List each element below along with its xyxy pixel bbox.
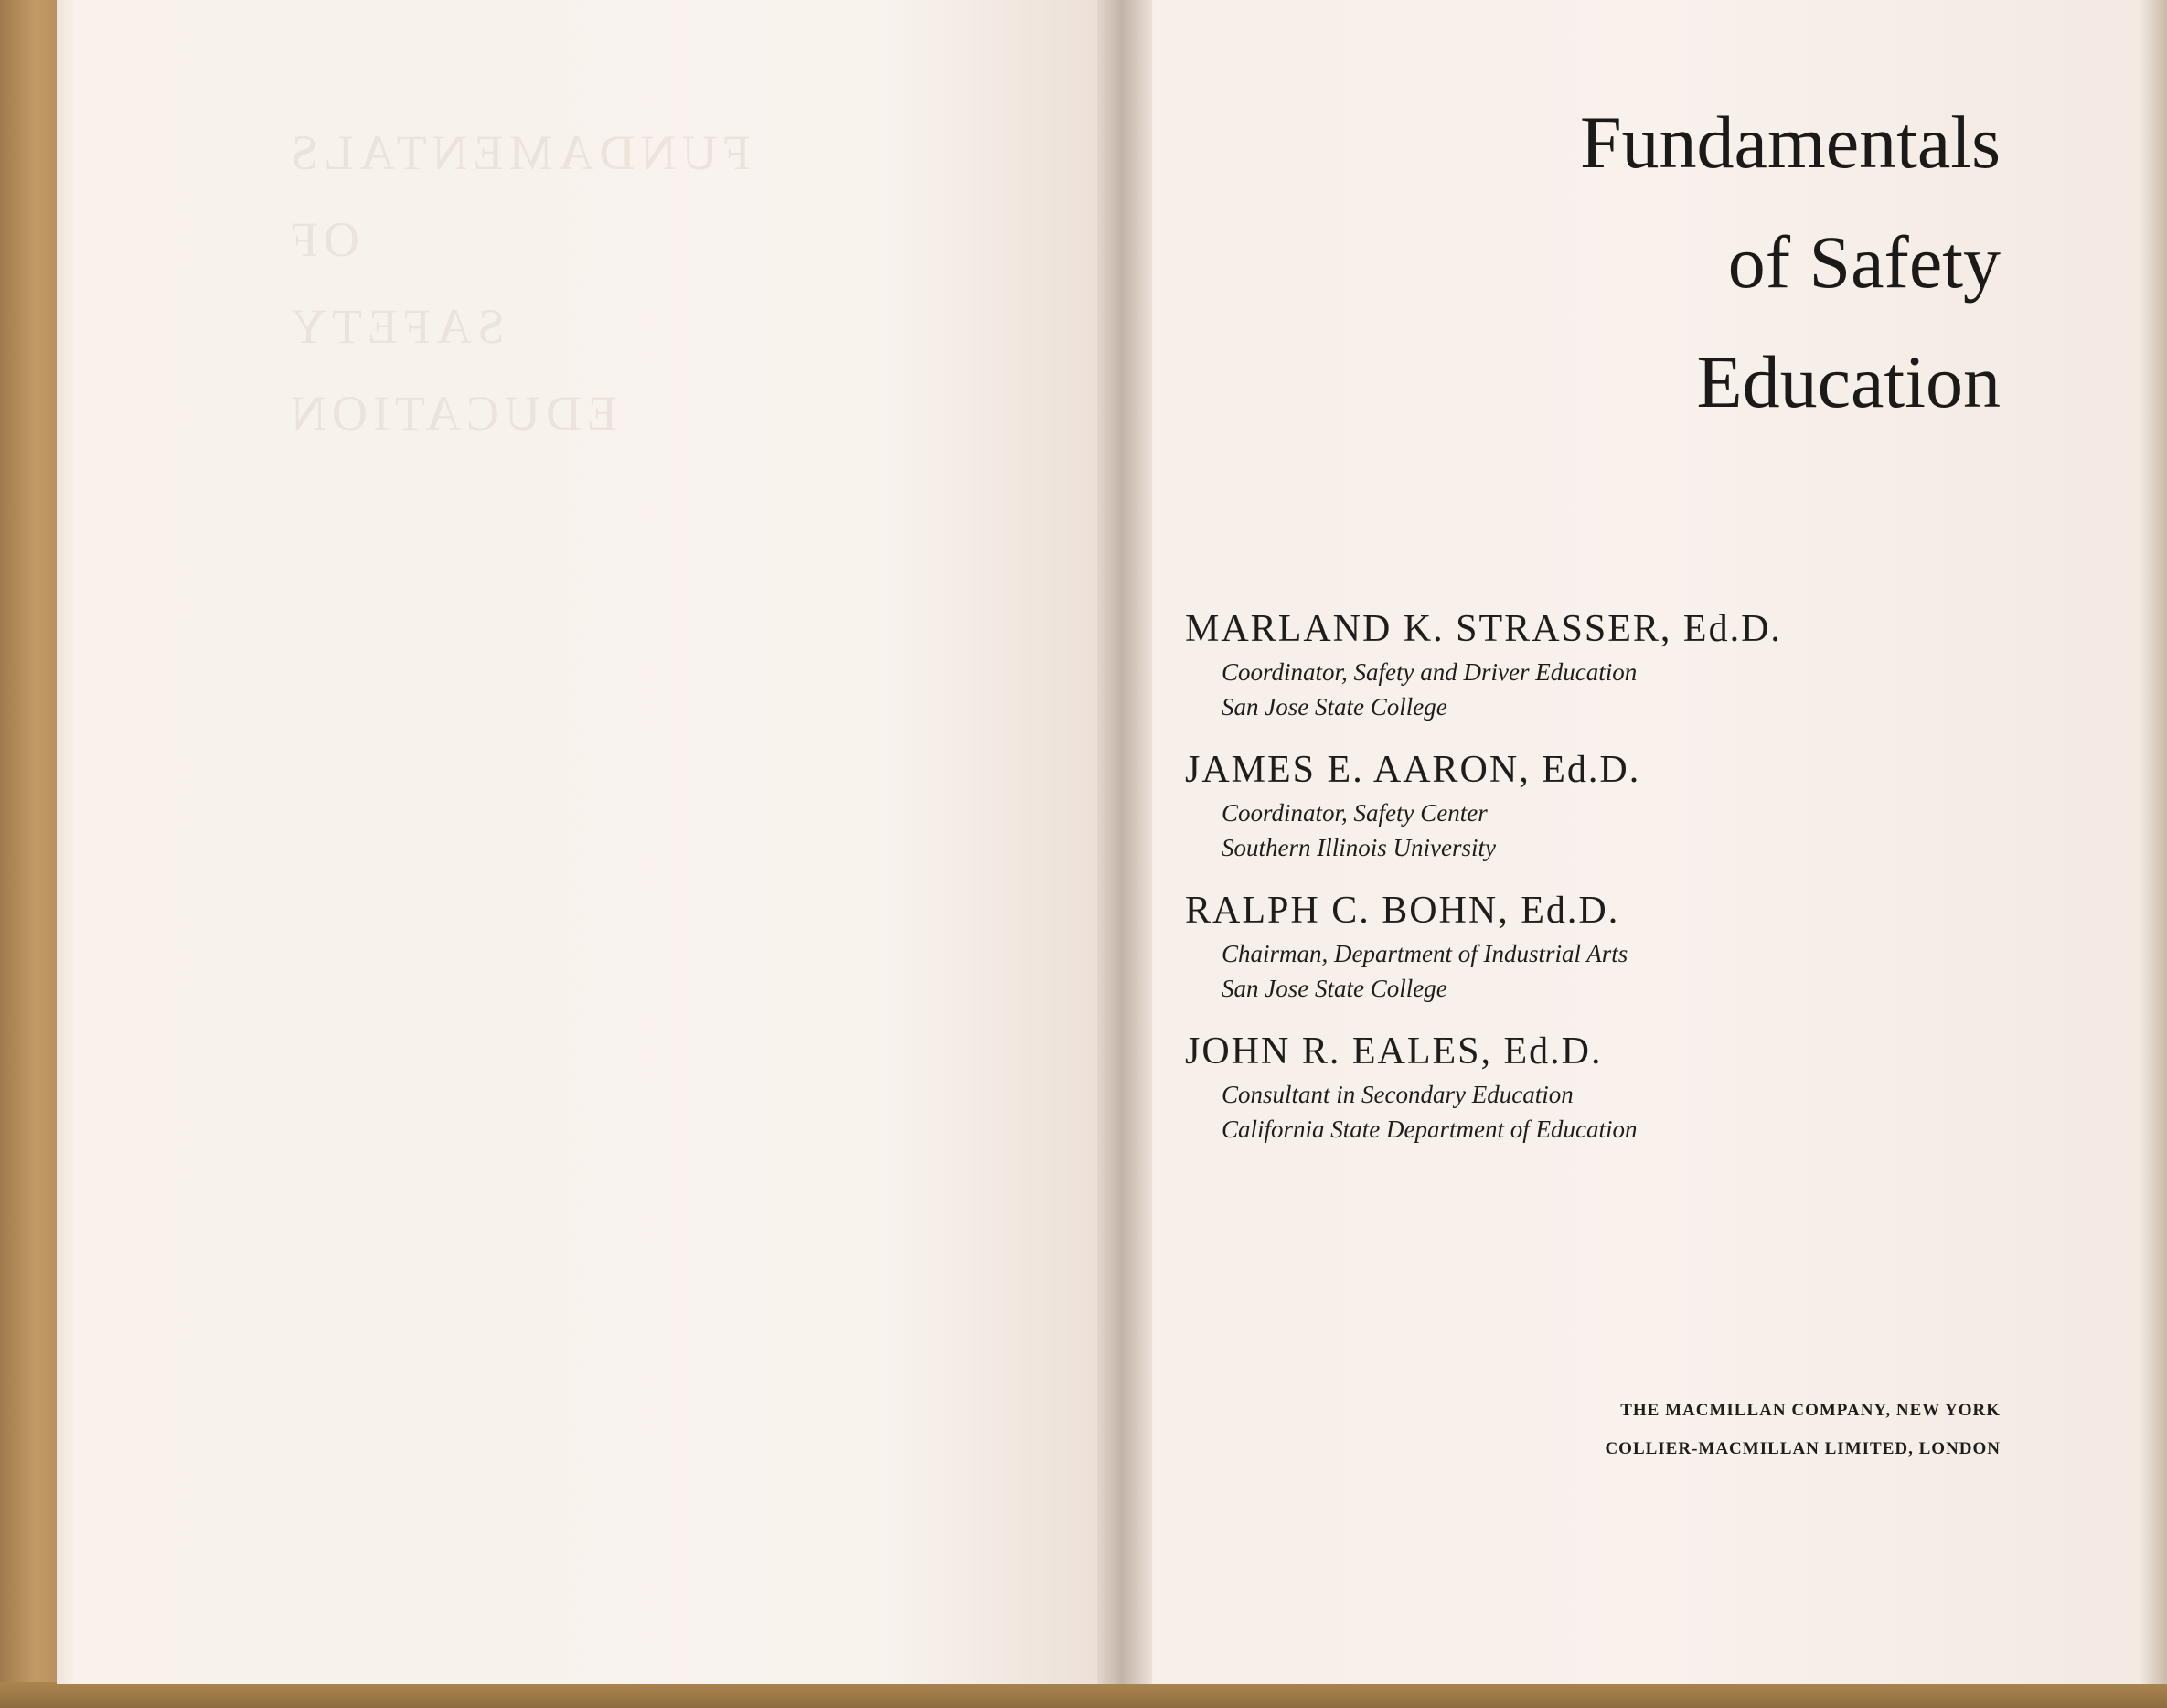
author-entry	[1185, 603, 2008, 724]
author-entry	[1185, 1026, 2008, 1147]
show-through-line-1: FUNDAMENTALS OF	[285, 125, 751, 267]
author-entry	[1185, 885, 2008, 1006]
author-name: MARLAND K. STRASSER, Ed.D.	[1185, 608, 1782, 650]
title-line-1: Fundamentals	[1579, 101, 2001, 184]
author-name: JOHN R. EALES, Ed.D.	[1185, 1030, 1603, 1073]
author-list	[1185, 603, 2008, 1167]
author-role: Chairman, Department of Industrial Arts	[1222, 940, 1628, 967]
author-role: Consultant in Secondary Education	[1222, 1081, 1574, 1108]
show-through-line-2: SAFETY EDUCATION	[285, 299, 617, 441]
author-institution: Southern Illinois University	[1222, 834, 1496, 861]
page-edge-shadow	[2140, 0, 2167, 1684]
book-title	[1361, 82, 2001, 442]
book-gutter	[1097, 0, 1152, 1684]
publisher-imprint	[1361, 1392, 2001, 1468]
author-institution: San Jose State College	[1222, 693, 1447, 721]
title-line-2: of Safety	[1727, 220, 2001, 304]
publisher-line-1: THE MACMILLAN COMPANY, NEW YORK	[1620, 1401, 2001, 1420]
author-institution: San Jose State College	[1222, 975, 1447, 1002]
show-through-text	[285, 110, 797, 457]
book-bottom-edge	[0, 1682, 2167, 1708]
left-page	[57, 0, 1119, 1684]
author-name: RALPH C. BOHN, Ed.D.	[1185, 890, 1620, 932]
publisher-line-2: COLLIER-MACMILLAN LIMITED, LONDON	[1605, 1439, 2001, 1458]
title-line-3: Education	[1696, 340, 2001, 423]
author-role: Coordinator, Safety and Driver Education	[1222, 658, 1638, 686]
author-entry	[1185, 744, 2008, 865]
author-name: JAMES E. AARON, Ed.D.	[1185, 749, 1641, 791]
author-institution: California State Department of Education	[1222, 1116, 1638, 1143]
author-role: Coordinator, Safety Center	[1222, 799, 1488, 827]
